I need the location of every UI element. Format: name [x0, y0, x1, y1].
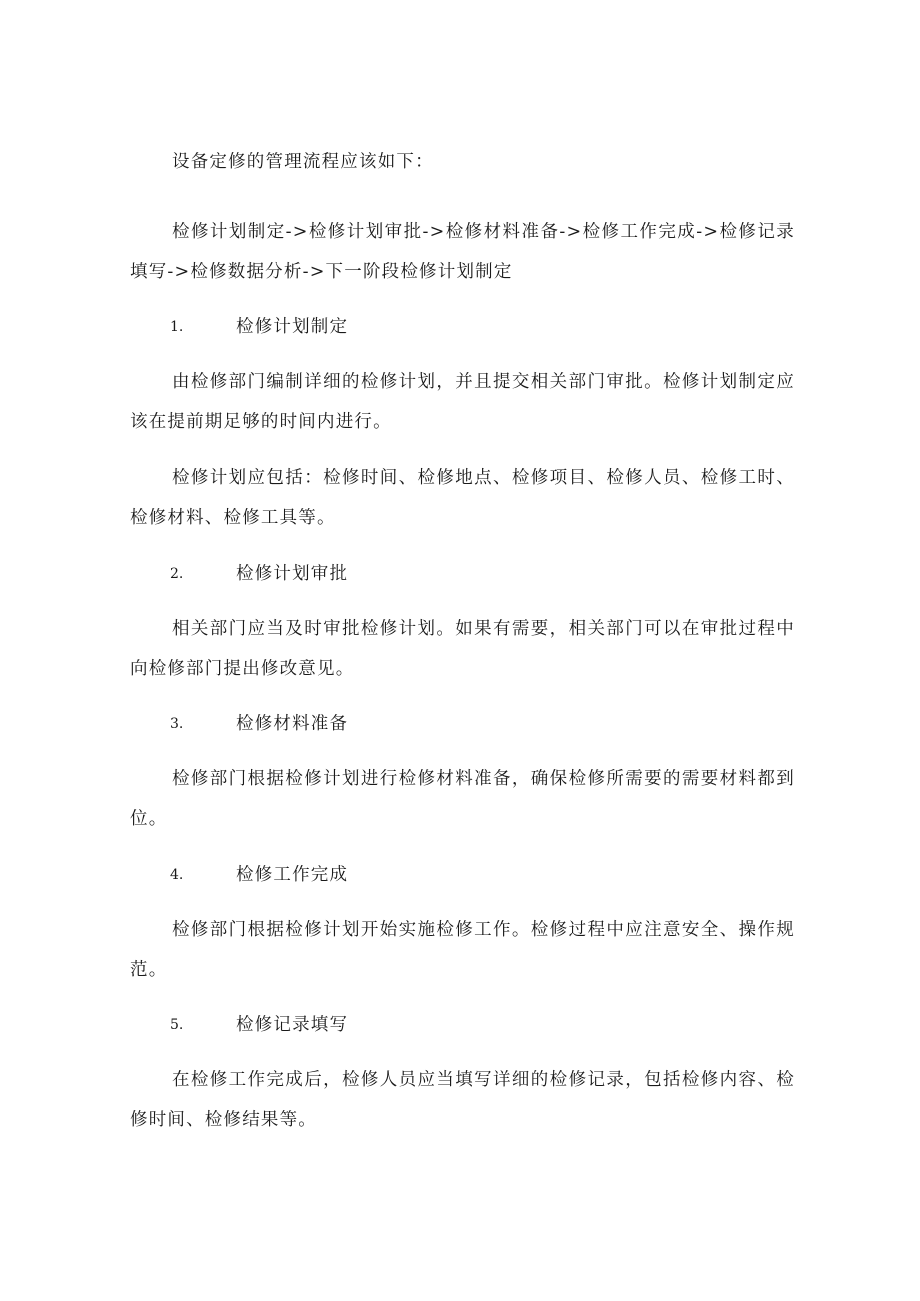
section-number: 4.: [170, 867, 184, 883]
process-flow-paragraph: 检修计划制定->检修计划审批->检修材料准备->检修工作完成->检修记录填写->检修数据分析->下一阶段检修计划制定: [130, 222, 795, 282]
section-number: 2.: [170, 566, 184, 582]
section-title: 检修记录填写: [236, 1015, 349, 1035]
section-title: 检修工作完成: [236, 865, 349, 885]
section-title: 检修材料准备: [236, 714, 349, 734]
section-title: 检修计划审批: [236, 564, 349, 584]
section-1-paragraph-1: 由检修部门编制详细的检修计划，并且提交相关部门审批。检修计划制定应该在提前期足够的时间内进行。: [130, 372, 795, 432]
section-number: 5.: [170, 1017, 184, 1033]
section-5-paragraph-1: 在检修工作完成后，检修人员应当填写详细的检修记录，包括检修内容、检修时间、检修结果等。: [130, 1070, 795, 1130]
section-title: 检修计划制定: [236, 317, 349, 337]
section-number: 3.: [170, 716, 184, 732]
section-3-paragraph-1: 检修部门根据检修计划进行检修材料准备，确保检修所需要的需要材料都到位。: [130, 769, 795, 829]
section-4-paragraph-1: 检修部门根据检修计划开始实施检修工作。检修过程中应注意安全、操作规范。: [130, 920, 795, 980]
intro-paragraph: 设备定修的管理流程应该如下：: [172, 152, 434, 172]
section-number: 1.: [170, 319, 184, 335]
section-1-paragraph-2: 检修计划应包括：检修时间、检修地点、检修项目、检修人员、检修工时、检修材料、检修工具等。: [130, 468, 795, 528]
section-2-paragraph-1: 相关部门应当及时审批检修计划。如果有需要，相关部门可以在审批过程中向检修部门提出修改意见。: [130, 619, 795, 679]
